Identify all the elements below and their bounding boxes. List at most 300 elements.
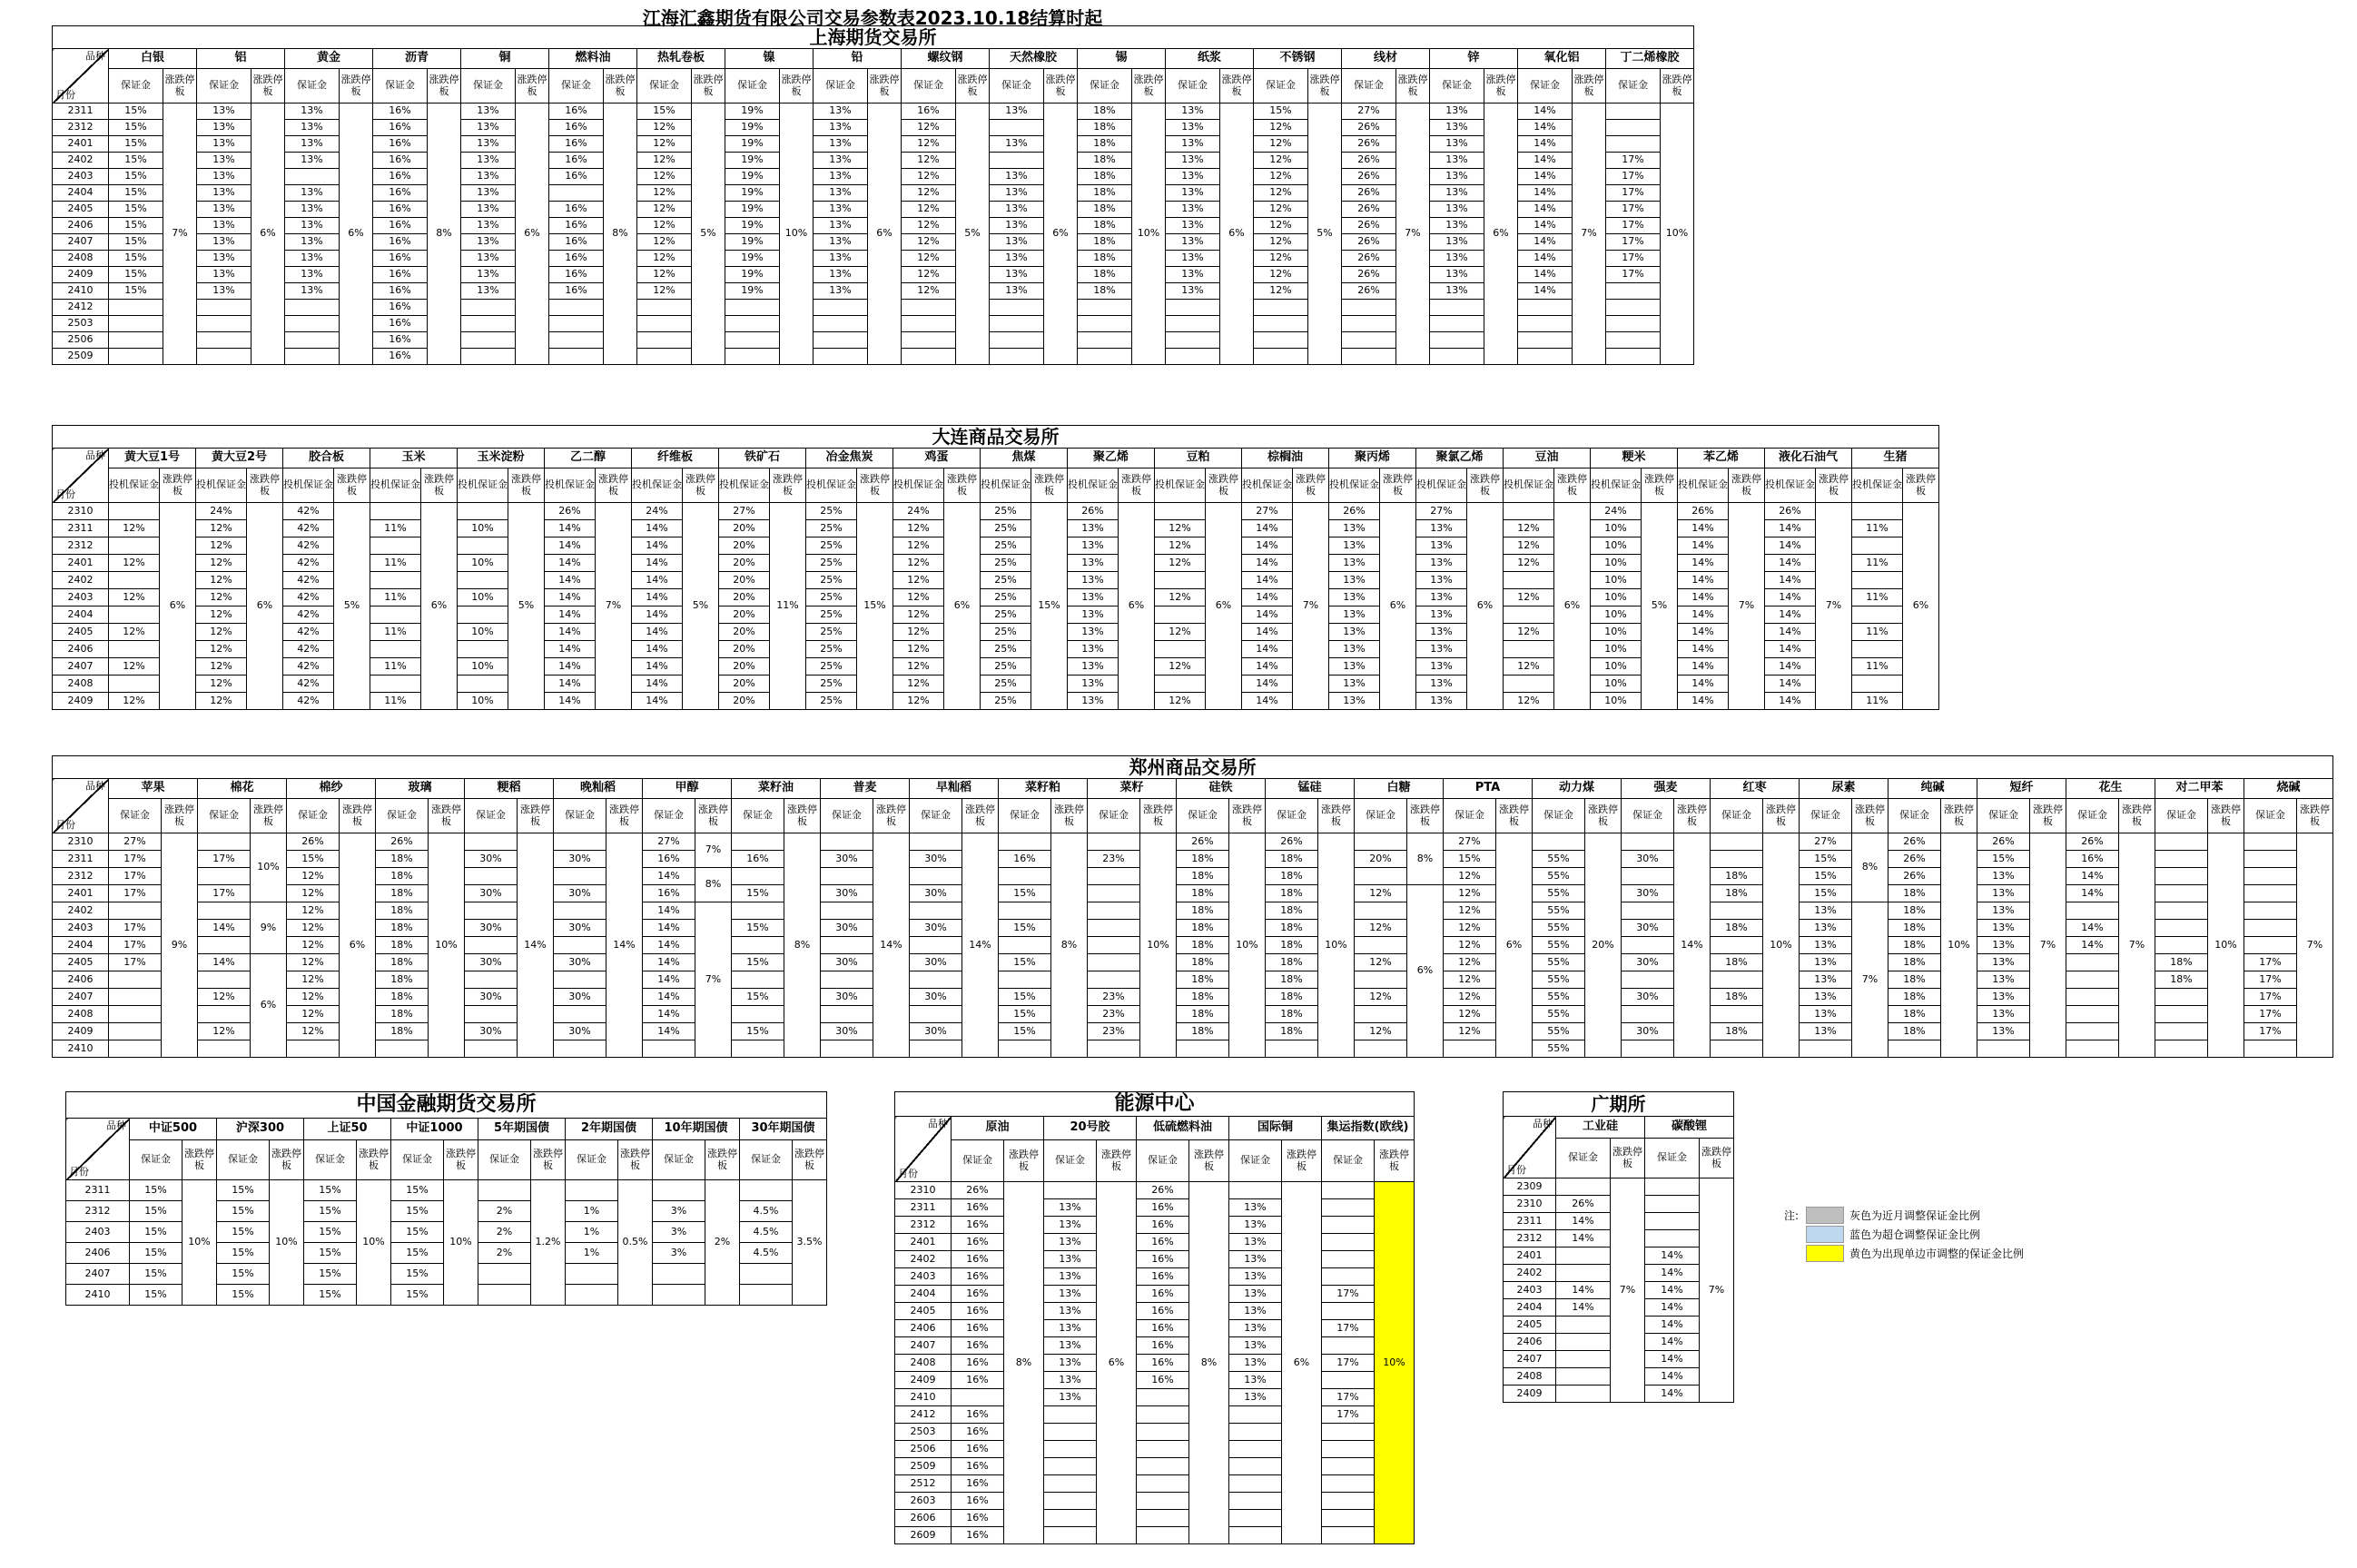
margin-cell: 13% [1229, 1234, 1282, 1251]
margin-cell: 10% [458, 624, 508, 641]
margin-cell [1355, 868, 1407, 885]
margin-cell: 20% [719, 589, 770, 606]
margin-cell: 30% [465, 885, 518, 902]
margin-cell: 12% [637, 251, 692, 267]
limit-label: 涨跌停板 [1282, 1140, 1322, 1182]
margin-cell [1504, 572, 1554, 589]
margin-cell: 18% [1711, 868, 1763, 885]
margin-cell: 12% [1444, 1023, 1496, 1040]
margin-cell: 26% [376, 833, 429, 851]
margin-cell [999, 971, 1051, 989]
margin-cell: 13% [1430, 153, 1484, 169]
margin-cell: 13% [1068, 537, 1119, 555]
margin-cell [549, 332, 604, 349]
margin-cell [1322, 1493, 1375, 1510]
margin-cell: 42% [283, 503, 334, 520]
margin-cell: 3% [653, 1201, 705, 1222]
margin-cell [1322, 1182, 1375, 1199]
margin-cell: 18% [1711, 954, 1763, 971]
margin-cell: 13% [197, 169, 251, 185]
limit-label: 涨跌停板 [1380, 468, 1416, 503]
margin-cell: 15% [109, 202, 163, 218]
margin-cell: 17% [1322, 1286, 1375, 1303]
margin-cell [1342, 316, 1396, 332]
margin-cell: 13% [1068, 606, 1119, 624]
margin-cell [1137, 1510, 1189, 1527]
margin-cell [458, 606, 508, 624]
margin-cell: 18% [1266, 885, 1318, 902]
margin-cell: 12% [1155, 589, 1206, 606]
margin-cell: 16% [952, 1355, 1004, 1372]
margin-cell [287, 1040, 340, 1058]
commodity-header: 上证50 [304, 1119, 391, 1140]
margin-cell: 18% [1078, 202, 1132, 218]
margin-cell [910, 971, 962, 989]
limit-label: 涨跌停板 [251, 69, 285, 104]
month-cell: 2404 [53, 185, 109, 202]
margin-cell: 17% [1322, 1320, 1375, 1337]
commodity-header: 沥青 [373, 49, 461, 69]
margin-cell [1137, 1527, 1189, 1544]
margin-cell: 13% [1800, 971, 1852, 989]
margin-cell: 14% [1556, 1230, 1611, 1247]
margin-label: 投机保证金 [719, 468, 770, 503]
margin-cell [461, 332, 516, 349]
commodity-header: 晚籼稻 [554, 779, 643, 799]
commodity-header: 集运指数(欧线) [1322, 1117, 1415, 1140]
margin-cell: 13% [1416, 572, 1467, 589]
margin-cell: 18% [1889, 885, 1941, 902]
margin-cell [1166, 316, 1220, 332]
margin-cell [1430, 316, 1484, 332]
margin-cell: 18% [1266, 868, 1318, 885]
margin-cell: 15% [287, 851, 340, 868]
limit-cell: 10% [270, 1180, 304, 1306]
margin-cell [732, 937, 784, 954]
corner-cell [53, 449, 109, 503]
margin-cell: 25% [806, 537, 857, 555]
margin-cell: 13% [1977, 868, 2030, 885]
limit-cell: 8% [695, 868, 732, 902]
margin-cell: 17% [198, 885, 251, 902]
margin-cell: 14% [1678, 520, 1729, 537]
margin-cell: 25% [981, 537, 1031, 555]
margin-cell: 12% [1254, 234, 1308, 251]
month-cell: 2310 [53, 503, 109, 520]
margin-cell: 13% [1044, 1372, 1097, 1389]
limit-label: 涨跌停板 [1585, 799, 1622, 833]
margin-cell: 2% [478, 1201, 531, 1222]
limit-cell: 6% [340, 104, 373, 365]
margin-cell: 14% [1518, 185, 1573, 202]
margin-cell: 16% [549, 104, 604, 120]
exchange-section-dce [52, 425, 1939, 710]
limit-label: 涨跌停板 [2119, 799, 2155, 833]
margin-cell: 14% [643, 971, 695, 989]
margin-cell: 14% [1242, 658, 1293, 676]
month-cell: 2402 [53, 153, 109, 169]
margin-label: 保证金 [910, 799, 962, 833]
margin-cell: 16% [373, 153, 428, 169]
margin-cell: 17% [2244, 971, 2297, 989]
commodity-header: 2年期国债 [566, 1119, 653, 1140]
margin-cell: 10% [1591, 658, 1642, 676]
margin-cell: 13% [1800, 1006, 1852, 1023]
margin-cell [554, 937, 607, 954]
margin-cell: 13% [990, 218, 1044, 234]
margin-cell: 14% [1678, 676, 1729, 693]
margin-cell: 16% [373, 202, 428, 218]
exchange-table-czce [52, 755, 2333, 1058]
margin-cell: 13% [814, 169, 868, 185]
margin-cell: 55% [1533, 971, 1585, 989]
margin-cell: 13% [814, 251, 868, 267]
month-cell: 2405 [53, 202, 109, 218]
margin-cell [814, 332, 868, 349]
margin-cell: 12% [1355, 989, 1407, 1006]
margin-cell [821, 1040, 873, 1058]
limit-label: 涨跌停板 [618, 1140, 653, 1180]
margin-cell: 30% [910, 851, 962, 868]
margin-label: 保证金 [376, 799, 429, 833]
limit-cell: 6% [1407, 885, 1444, 1058]
limit-cell: 2% [705, 1180, 740, 1306]
margin-label: 投机保证金 [1504, 468, 1554, 503]
margin-cell: 12% [902, 283, 956, 300]
legend-item-text: 黄色为出现单边市调整的保证金比例 [1849, 1247, 2025, 1260]
margin-cell: 19% [725, 283, 780, 300]
margin-cell: 13% [1229, 1217, 1282, 1234]
margin-label: 保证金 [1518, 69, 1573, 104]
margin-cell: 30% [821, 1023, 873, 1040]
commodity-header: 聚氯乙烯 [1416, 449, 1504, 468]
margin-cell: 13% [814, 202, 868, 218]
month-cell: 2405 [1504, 1317, 1556, 1334]
limit-cell: 14% [518, 833, 554, 1058]
margin-cell: 14% [1678, 624, 1729, 641]
limit-cell: 10% [429, 833, 465, 1058]
margin-cell [999, 902, 1051, 920]
margin-cell: 13% [814, 283, 868, 300]
margin-cell: 20% [719, 641, 770, 658]
margin-cell: 12% [1444, 971, 1496, 989]
margin-cell: 13% [1329, 641, 1380, 658]
margin-cell: 14% [1765, 693, 1816, 710]
commodity-header: 碳酸锂 [1645, 1117, 1734, 1139]
exchange-title: 上海期货交易所 [53, 26, 1694, 49]
table-row [53, 833, 2333, 851]
corner-label-month: 月份 [55, 488, 75, 500]
month-cell: 2412 [895, 1406, 952, 1424]
margin-cell: 14% [1678, 589, 1729, 606]
commodity-header: 锌 [1430, 49, 1518, 69]
limit-cell: 6% [1554, 503, 1591, 710]
margin-cell: 13% [814, 234, 868, 251]
margin-cell: 15% [391, 1222, 444, 1243]
margin-cell: 25% [981, 606, 1031, 624]
limit-label: 涨跌停板 [1903, 468, 1939, 503]
margin-cell [2066, 902, 2119, 920]
limit-cell: 10% [251, 833, 287, 902]
exchange-section-shfe [52, 25, 1694, 365]
limit-label: 涨跌停板 [1700, 1139, 1734, 1178]
margin-cell [1711, 1040, 1763, 1058]
margin-cell [1044, 1424, 1097, 1441]
margin-cell: 16% [549, 120, 604, 136]
margin-cell [637, 316, 692, 332]
margin-cell: 12% [196, 589, 247, 606]
table-row [53, 920, 2333, 937]
margin-cell: 18% [1711, 989, 1763, 1006]
margin-cell [1088, 1040, 1140, 1058]
margin-cell: 12% [1254, 153, 1308, 169]
margin-cell [2244, 868, 2297, 885]
margin-cell: 13% [461, 251, 516, 267]
month-cell: 2406 [895, 1320, 952, 1337]
margin-cell [1254, 349, 1308, 365]
margin-cell: 12% [1504, 624, 1554, 641]
margin-cell [2155, 1006, 2208, 1023]
limit-label: 涨跌停板 [1554, 468, 1591, 503]
margin-cell [458, 676, 508, 693]
month-cell: 2402 [53, 902, 109, 920]
margin-cell: 12% [1504, 658, 1554, 676]
margin-cell: 14% [1518, 136, 1573, 153]
margin-cell: 30% [465, 851, 518, 868]
limit-cell: 8% [784, 833, 821, 1058]
margin-cell: 12% [637, 120, 692, 136]
margin-cell: 16% [902, 104, 956, 120]
margin-cell: 3% [653, 1243, 705, 1264]
margin-cell: 26% [1342, 234, 1396, 251]
commodity-header: 粳稻 [465, 779, 554, 799]
margin-cell [1606, 104, 1661, 120]
margin-cell [197, 316, 251, 332]
margin-cell [109, 971, 162, 989]
commodity-header: 甲醇 [643, 779, 732, 799]
commodity-header: 强麦 [1622, 779, 1711, 799]
margin-cell: 13% [1416, 537, 1467, 555]
margin-cell [1504, 641, 1554, 658]
commodity-header: 烧碱 [2244, 779, 2333, 799]
margin-cell: 25% [806, 676, 857, 693]
margin-cell [554, 833, 607, 851]
margin-cell [732, 902, 784, 920]
month-cell: 2407 [895, 1337, 952, 1355]
limit-cell: 6% [1282, 1182, 1322, 1544]
margin-cell: 25% [806, 641, 857, 658]
margin-cell [2155, 920, 2208, 937]
limit-cell: 5% [683, 503, 719, 710]
margin-cell [465, 833, 518, 851]
limit-label: 涨跌停板 [1816, 468, 1852, 503]
limit-label: 涨跌停板 [182, 1140, 217, 1180]
margin-cell: 12% [893, 589, 944, 606]
margin-cell: 27% [719, 503, 770, 520]
margin-cell: 13% [461, 153, 516, 169]
limit-cell: 14% [1674, 833, 1711, 1058]
margin-cell [725, 316, 780, 332]
margin-cell: 18% [1078, 283, 1132, 300]
margin-cell [1322, 1217, 1375, 1234]
margin-cell [732, 971, 784, 989]
margin-cell: 14% [1242, 606, 1293, 624]
month-cell: 2403 [1504, 1282, 1556, 1299]
margin-cell [109, 349, 163, 365]
margin-cell: 25% [981, 641, 1031, 658]
margin-cell [1622, 902, 1674, 920]
margin-cell: 14% [545, 555, 596, 572]
table-row [53, 503, 1939, 520]
margin-label: 保证金 [1078, 69, 1132, 104]
legend-items [1806, 1206, 2024, 1263]
margin-cell: 16% [952, 1475, 1004, 1493]
limit-cell: 15% [1031, 503, 1068, 710]
margin-cell: 13% [1044, 1303, 1097, 1320]
table-row [53, 868, 2333, 885]
margin-cell: 14% [1645, 1351, 1700, 1368]
margin-cell: 14% [1765, 676, 1816, 693]
margin-cell [1504, 676, 1554, 693]
margin-cell: 26% [1977, 833, 2030, 851]
margin-cell: 12% [893, 520, 944, 537]
margin-cell: 13% [285, 218, 340, 234]
month-cell: 2609 [895, 1527, 952, 1544]
table-row [53, 902, 2333, 920]
margin-cell: 14% [632, 641, 683, 658]
margin-cell: 13% [1068, 572, 1119, 589]
margin-cell [999, 937, 1051, 954]
table-row [895, 1234, 1415, 1251]
month-cell: 2403 [53, 589, 109, 606]
margin-cell [1322, 1510, 1375, 1527]
margin-cell: 13% [1329, 693, 1380, 710]
margin-label: 保证金 [1137, 1140, 1189, 1182]
margin-cell: 13% [197, 234, 251, 251]
margin-label: 保证金 [1800, 799, 1852, 833]
margin-cell: 10% [1591, 589, 1642, 606]
margin-cell: 12% [196, 606, 247, 624]
margin-cell: 12% [1444, 920, 1496, 937]
limit-label: 涨跌停板 [251, 799, 287, 833]
margin-cell: 25% [981, 520, 1031, 537]
month-cell: 2409 [895, 1372, 952, 1389]
corner-label-month: 月份 [69, 1165, 89, 1178]
margin-cell: 16% [549, 153, 604, 169]
month-cell: 2509 [895, 1458, 952, 1475]
margin-cell: 13% [1977, 1023, 2030, 1040]
margin-cell: 13% [197, 185, 251, 202]
margin-cell: 15% [1254, 104, 1308, 120]
limit-label: 涨跌停板 [1031, 468, 1068, 503]
margin-cell: 12% [637, 202, 692, 218]
month-cell: 2407 [53, 234, 109, 251]
commodity-header: 热轧卷板 [637, 49, 725, 69]
margin-cell: 16% [952, 1234, 1004, 1251]
exchange-table-cffex [65, 1091, 827, 1306]
margin-cell [198, 902, 251, 920]
month-cell: 2407 [1504, 1351, 1556, 1368]
margin-cell: 12% [1254, 136, 1308, 153]
margin-cell [732, 833, 784, 851]
margin-cell [1322, 1268, 1375, 1286]
margin-cell: 13% [197, 136, 251, 153]
margin-cell: 14% [1518, 267, 1573, 283]
margin-cell [1622, 1040, 1674, 1058]
table-row [1504, 1178, 1734, 1196]
margin-label: 保证金 [304, 1140, 357, 1180]
margin-cell: 16% [643, 885, 695, 902]
margin-cell: 16% [999, 851, 1051, 868]
limit-cell: 6% [1467, 503, 1504, 710]
limit-cell: 9% [251, 902, 287, 954]
margin-cell: 23% [1088, 1023, 1140, 1040]
limit-label: 涨跌停板 [1611, 1139, 1645, 1178]
limit-cell: 7% [1293, 503, 1329, 710]
margin-cell: 30% [465, 989, 518, 1006]
month-cell: 2310 [1504, 1196, 1556, 1213]
margin-cell: 16% [1137, 1372, 1189, 1389]
margin-cell: 18% [376, 989, 429, 1006]
margin-cell [2155, 885, 2208, 902]
limit-label: 涨跌停板 [1375, 1140, 1415, 1182]
margin-cell: 24% [893, 503, 944, 520]
margin-cell [740, 1180, 793, 1201]
commodity-header: 纤维板 [632, 449, 719, 468]
margin-cell: 55% [1533, 1023, 1585, 1040]
margin-cell: 15% [217, 1243, 270, 1264]
table-row [895, 1389, 1415, 1406]
commodity-header: 普麦 [821, 779, 910, 799]
margin-cell [1088, 920, 1140, 937]
limit-label: 涨跌停板 [962, 799, 999, 833]
margin-cell: 13% [1068, 676, 1119, 693]
limit-cell: 8% [428, 104, 461, 365]
limit-cell: 6% [251, 954, 287, 1058]
margin-cell [1852, 676, 1903, 693]
margin-cell: 14% [1518, 153, 1573, 169]
margin-label: 投机保证金 [1765, 468, 1816, 503]
table-row [895, 1199, 1415, 1217]
margin-cell: 16% [643, 851, 695, 868]
limit-cell: 20% [1585, 833, 1622, 1058]
limit-cell: 5% [334, 503, 370, 710]
margin-cell: 13% [814, 153, 868, 169]
margin-cell: 10% [1591, 572, 1642, 589]
margin-cell: 13% [461, 202, 516, 218]
margin-cell [1711, 902, 1763, 920]
margin-label: 保证金 [465, 799, 518, 833]
margin-cell [198, 1006, 251, 1023]
margin-label: 保证金 [821, 799, 873, 833]
table-row [53, 1023, 2333, 1040]
commodity-header: 铅 [814, 49, 902, 69]
commodity-header: 沪深300 [217, 1119, 304, 1140]
commodity-header: 焦煤 [981, 449, 1068, 468]
commodity-header: 菜籽粕 [999, 779, 1088, 799]
margin-cell: 18% [1177, 920, 1229, 937]
margin-cell [1606, 136, 1661, 153]
margin-cell: 16% [952, 1493, 1004, 1510]
margin-cell: 25% [806, 555, 857, 572]
margin-cell: 14% [1242, 641, 1293, 658]
margin-cell: 18% [376, 1023, 429, 1040]
month-cell: 2402 [1504, 1265, 1556, 1282]
margin-cell: 12% [1444, 902, 1496, 920]
margin-label: 保证金 [109, 799, 162, 833]
margin-cell: 11% [1852, 624, 1903, 641]
margin-cell [653, 1264, 705, 1285]
